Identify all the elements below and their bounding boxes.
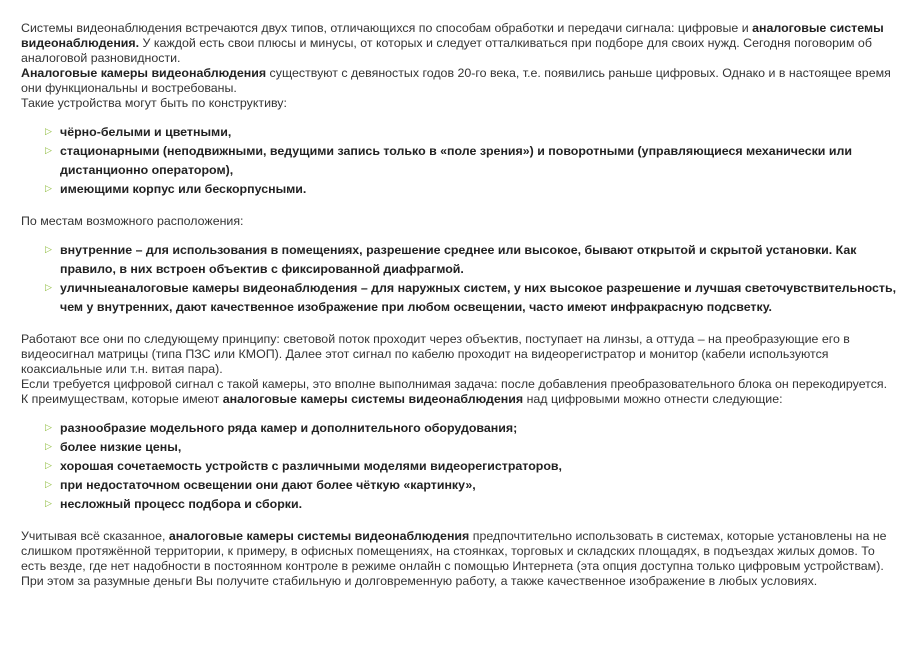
triangle-bullet-icon: ▷ — [45, 441, 52, 451]
intro-bold-analog-systems: аналоговые системы видеонаблюдения. — [21, 21, 884, 50]
conclusion-bold: аналоговые камеры системы видеонаблюдения — [168, 529, 470, 543]
digital-signal-paragraph: Если требуется цифровой сигнал с такой камеры, это вполне выполнимая задача: после добавления преобразовательного блока он перекодируется. — [21, 377, 888, 391]
article-body — [21, 21, 901, 589]
triangle-bullet-icon: ▷ — [45, 479, 52, 489]
triangle-bullet-icon: ▷ — [45, 460, 52, 470]
list-item: ▷ внутренние – для использования в помещениях, разрешение среднее или высокое, бывают открытой и скрытой установки. Как правило, в них встроен объектив с фиксированной диафрагмой. — [45, 243, 857, 276]
list-item: ▷ при недостаточном освещении они дают более чёткую «картинку», — [45, 478, 476, 492]
intro-paragraph — [21, 21, 901, 66]
intro-text-2: У каждой есть свои плюсы и минусы, от которых и следует отталкиваться при подборе для своих нужд. Сегодня поговорим об аналоговой разновидности. — [21, 36, 872, 65]
construction-lead: Такие устройства могут быть по конструктиву: — [21, 96, 287, 110]
list-item: ▷ более низкие цены, — [45, 440, 182, 454]
analog-cameras-text: существуют с девяностых годов 20-го века, т.е. появились раньше цифровых. Однако и в настоящее время они функциональны и востребованы. — [21, 66, 891, 95]
analog-cameras-paragraph — [21, 66, 901, 96]
conclusion-paragraph: Учитывая всё сказанное, аналоговые камеры системы видеонаблюдения предпочтительно использовать в системах, которые установлены на не слишком протяжённой территории, к примеру, в офисных помещениях, на стоянках, торговых и складских площадях, в подъездах жилых домов. То есть везде, где нет надобности в постоянном контроле в режиме онлайн с помощью Интернета (эта опция доступна только цифровым устройствам). При этом за разумные деньги Вы получите стабильную и долговременную работу, а также качественное изображение в любых условиях. — [21, 529, 887, 588]
triangle-bullet-icon: ▷ — [45, 145, 52, 155]
list-item: ▷ хорошая сочетаемость устройств с различными моделями видеорегистраторов, — [45, 459, 562, 473]
triangle-bullet-icon: ▷ — [45, 244, 52, 254]
triangle-bullet-icon: ▷ — [45, 282, 52, 292]
advantages-bold: аналоговые камеры системы видеонаблюдения — [222, 392, 524, 406]
list-item: ▷ несложный процесс подбора и сборки. — [45, 497, 303, 511]
principle-paragraph: Работают все они по следующему принципу: световой поток проходит через объектив, поступает на линзы, а оттуда – на преобразующие его в видеосигнал матрицы (типа ПЗС или КМОП). Далее этот сигнал по кабелю проходит на видеорегистратор и монитор (кабели используются коаксиальные или т.н. витая пара). — [21, 332, 850, 376]
triangle-bullet-icon: ▷ — [45, 183, 52, 193]
location-list — [21, 241, 901, 317]
construction-list — [21, 123, 901, 199]
triangle-bullet-icon: ▷ — [45, 498, 52, 508]
intro-text-1: Системы видеонаблюдения встречаются двух типов, отличающихся по способам обработки и передачи сигнала: цифровые и — [21, 21, 753, 35]
list-item: ▷ стационарными (неподвижными, ведущими запись только в «поле зрения») и поворотными (управляющиеся механически или дистанционно оператором), — [45, 144, 852, 177]
list-item: ▷ чёрно-белыми и цветными, — [45, 125, 232, 139]
triangle-bullet-icon: ▷ — [45, 422, 52, 432]
location-heading: По местам возможного расположения: — [21, 214, 244, 228]
advantages-lead: К преимуществам, которые имеют аналоговые камеры системы видеонаблюдения над цифровыми можно отнести следующие: — [21, 392, 783, 406]
list-item: ▷ уличныеаналоговые камеры видеонаблюдения – для наружных систем, у них высокое разрешение и лучшая светочувствительность, чем у внутренних, дают качественное изображение при любом освещении, часто имеют инфракрасную подсветку. — [45, 281, 897, 314]
list-item: ▷ разнообразие модельного ряда камер и дополнительного оборудования; — [45, 421, 518, 435]
triangle-bullet-icon: ▷ — [45, 126, 52, 136]
list-item: ▷ имеющими корпус или бескорпусными. — [45, 182, 307, 196]
advantages-list — [21, 419, 901, 514]
analog-cameras-bold: Аналоговые камеры видеонаблюдения — [21, 66, 267, 80]
